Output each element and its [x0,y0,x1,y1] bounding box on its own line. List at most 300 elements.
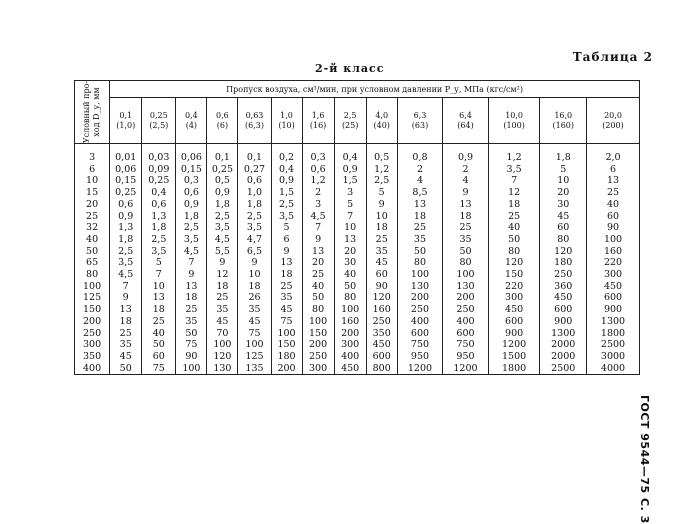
leakage-value-cell: 80 [488,246,540,258]
leakage-value-cell: 3,5 [238,222,271,234]
pressure-mpa-label: 16,0 [554,110,573,120]
leakage-value-cell: 13 [443,199,489,211]
leakage-value-cell: 0,15 [110,175,142,187]
leakage-value-cell: 25 [176,304,207,316]
leakage-value-cell: 13 [142,292,176,304]
leakage-value-cell: 75 [238,328,271,340]
leakage-value-cell: 3000 [587,351,640,363]
pressure-kgf-label: (1,0) [116,120,136,130]
leakage-value-cell: 9 [207,257,238,269]
leakage-value-cell: 120 [540,246,587,258]
leakage-value-cell: 35 [176,316,207,328]
leakage-value-cell: 35 [110,339,142,351]
leakage-value-cell: 10 [366,211,397,223]
leakage-value-cell: 50 [302,292,334,304]
leakage-value-cell: 2500 [587,339,640,351]
leakage-value-cell: 4,5 [207,234,238,246]
pressure-mpa-label: 20,0 [604,110,622,120]
pressure-kgf-label: (40) [373,120,390,130]
leakage-value-cell: 60 [540,222,587,234]
table-row [75,234,640,246]
leakage-value-cell: 0,1 [207,144,238,164]
leakage-value-cell: 900 [540,316,587,328]
pressure-column-header [302,98,334,144]
leakage-value-cell: 1,8 [176,211,207,223]
leakage-value-cell: 7 [110,281,142,293]
leakage-value-cell: 9 [238,257,271,269]
leakage-value-cell: 450 [540,292,587,304]
table-row [75,363,640,375]
nominal-bore-cell: 3 [75,144,110,164]
pressure-mpa-label: 1,0 [280,110,293,120]
leakage-value-cell: 100 [587,234,640,246]
leakage-value-cell: 4,7 [238,234,271,246]
nominal-bore-cell: 300 [75,339,110,351]
leakage-value-cell: 220 [488,281,540,293]
pressure-mpa-label: 6,3 [413,110,427,120]
leakage-value-cell: 8,5 [397,187,443,199]
pressure-column-header [176,98,207,144]
leakage-value-cell: 100 [443,269,489,281]
pressure-kgf-label: (6,3) [245,120,264,130]
leakage-value-cell: 30 [334,257,366,269]
leakage-value-cell: 0,5 [207,175,238,187]
pressure-kgf-label: (6) [216,120,229,130]
leakage-value-cell: 35 [207,304,238,316]
leakage-value-cell: 100 [334,304,366,316]
leakage-value-cell: 25 [271,281,302,293]
table-row [75,222,640,234]
leakage-value-cell: 900 [587,304,640,316]
leakage-value-cell: 12 [488,187,540,199]
leakage-value-cell: 0,09 [142,164,176,176]
pressure-column-header [540,98,587,144]
leakage-value-cell: 0,4 [142,187,176,199]
leakage-value-cell: 150 [271,339,302,351]
leakage-value-cell: 1,8 [207,199,238,211]
leakage-value-cell: 25 [366,234,397,246]
leakage-value-cell: 10 [238,269,271,281]
leakage-value-cell: 90 [176,351,207,363]
leakage-value-cell: 250 [366,316,397,328]
leakage-value-cell: 50 [176,328,207,340]
nominal-bore-cell: 350 [75,351,110,363]
leakage-value-cell: 1,5 [334,175,366,187]
leakage-value-cell: 2,5 [207,211,238,223]
leakage-value-cell: 7 [488,175,540,187]
leakage-value-cell: 40 [488,222,540,234]
table-row [75,339,640,351]
leakage-value-cell: 135 [238,363,271,375]
leakage-value-cell: 600 [540,304,587,316]
leakage-value-cell: 7 [334,211,366,223]
leakage-value-cell: 18 [110,316,142,328]
nominal-bore-cell: 10 [75,175,110,187]
table-row [75,281,640,293]
leakage-value-cell: 45 [207,316,238,328]
leakage-value-cell: 400 [334,351,366,363]
leakage-value-cell: 1300 [587,316,640,328]
leakage-value-cell: 2 [443,164,489,176]
nominal-bore-cell: 15 [75,187,110,199]
leakage-value-cell: 450 [587,281,640,293]
table-row [75,292,640,304]
leakage-value-cell: 35 [238,304,271,316]
leakage-value-cell: 4,5 [110,269,142,281]
leakage-value-cell: 120 [366,292,397,304]
leakage-value-cell: 13 [334,234,366,246]
leakage-value-cell: 2000 [540,339,587,351]
leakage-value-cell: 130 [207,363,238,375]
leakage-value-cell: 45 [271,304,302,316]
leakage-value-cell: 2 [397,164,443,176]
leakage-value-cell: 50 [397,246,443,258]
leakage-value-cell: 45 [110,351,142,363]
leakage-value-cell: 25 [207,292,238,304]
leakage-value-cell: 0,01 [110,144,142,164]
leakage-value-cell: 950 [397,351,443,363]
leakage-value-cell: 18 [397,211,443,223]
leakage-value-cell: 25 [397,222,443,234]
leakage-value-cell: 0,1 [238,144,271,164]
leakage-value-cell: 9 [443,187,489,199]
pressure-mpa-label: 6,4 [459,110,472,120]
leakage-value-cell: 200 [302,339,334,351]
nominal-bore-cell: 20 [75,199,110,211]
leakage-value-cell: 18 [271,269,302,281]
leakage-value-cell: 1200 [443,363,489,375]
table-row [75,269,640,281]
pressure-column-header [397,98,443,144]
leakage-value-cell: 0,25 [110,187,142,199]
table-row [75,316,640,328]
leakage-value-cell: 0,9 [176,199,207,211]
leakage-value-cell: 5 [366,187,397,199]
leakage-value-cell: 180 [540,257,587,269]
leakage-value-cell: 0,25 [207,164,238,176]
leakage-value-cell: 7 [176,257,207,269]
pressure-mpa-label: 2,5 [343,110,357,120]
leakage-value-cell: 0,2 [271,144,302,164]
leakage-value-cell: 18 [238,281,271,293]
leakage-value-cell: 100 [397,269,443,281]
leakage-value-cell: 1,8 [540,144,587,164]
leakage-value-cell: 35 [443,234,489,246]
leakage-value-cell: 13 [587,175,640,187]
pressure-kgf-label: (100) [503,120,525,130]
leakage-value-cell: 600 [488,316,540,328]
pressure-mpa-label: 10,0 [505,110,524,120]
leakage-value-cell: 450 [366,339,397,351]
leakage-value-cell: 4,5 [302,211,334,223]
leakage-value-cell: 0,5 [366,144,397,164]
leakage-value-cell: 80 [397,257,443,269]
leakage-value-cell: 3,5 [271,211,302,223]
table-row [75,211,640,223]
leakage-value-cell: 120 [207,351,238,363]
class-label: 2-й класс [315,62,385,75]
leakage-value-cell: 1,8 [142,222,176,234]
pressure-column-header [110,98,142,144]
table-row [75,164,640,176]
leakage-value-cell: 13 [397,199,443,211]
leakage-value-cell: 300 [488,292,540,304]
leakage-value-cell: 150 [488,269,540,281]
leakage-value-cell: 125 [238,351,271,363]
leakage-value-cell: 50 [142,339,176,351]
leakage-value-cell: 80 [334,292,366,304]
leakage-value-cell: 4000 [587,363,640,375]
pressure-kgf-label: (64) [457,120,474,130]
table-row [75,351,640,363]
leakage-value-cell: 1,2 [488,144,540,164]
leakage-value-cell: 2,0 [587,144,640,164]
leakage-value-cell: 180 [271,351,302,363]
leakage-value-cell: 100 [238,339,271,351]
pressure-column-header [587,98,640,144]
leakage-value-cell: 1800 [587,328,640,340]
leakage-value-cell: 40 [302,281,334,293]
table-row [75,187,640,199]
leakage-value-cell: 1,0 [238,187,271,199]
leakage-value-cell: 100 [302,316,334,328]
leakage-value-cell: 40 [587,199,640,211]
leakage-value-cell: 10 [334,222,366,234]
leakage-value-cell: 0,6 [302,164,334,176]
nominal-bore-cell: 150 [75,304,110,316]
nominal-bore-cell: 6 [75,164,110,176]
leakage-value-cell: 45 [366,257,397,269]
leakage-value-cell: 18 [176,292,207,304]
leakage-value-cell: 120 [488,257,540,269]
leakage-value-cell: 160 [334,316,366,328]
leakage-value-cell: 25 [587,187,640,199]
pressure-kgf-label: (10) [278,120,295,130]
pressure-kgf-label: (200) [602,120,624,130]
leakage-value-cell: 80 [540,234,587,246]
leakage-value-cell: 4,5 [176,246,207,258]
leakage-value-cell: 0,06 [176,144,207,164]
leakage-value-cell: 1200 [488,339,540,351]
nominal-bore-cell: 25 [75,211,110,223]
table-row [75,304,640,316]
leakage-value-cell: 1,2 [366,164,397,176]
leakage-value-cell: 1200 [397,363,443,375]
leakage-value-cell: 300 [302,363,334,375]
pressure-column-header [142,98,176,144]
leakage-value-cell: 200 [397,292,443,304]
pressure-mpa-label: 0,4 [185,110,198,120]
leakage-value-cell: 600 [587,292,640,304]
leakage-value-cell: 9 [110,292,142,304]
pressure-column-header [366,98,397,144]
pressure-mpa-label: 0,63 [245,110,264,120]
leakage-value-cell: 0,15 [176,164,207,176]
table-body [75,144,640,375]
leakage-value-cell: 100 [271,328,302,340]
pressure-kgf-label: (160) [552,120,574,130]
leakage-value-cell: 800 [366,363,397,375]
leakage-value-cell: 13 [271,257,302,269]
leakage-value-cell: 100 [176,363,207,375]
leakage-value-cell: 1300 [540,328,587,340]
pressure-mpa-label: 0,6 [216,110,229,120]
leakage-value-cell: 80 [443,257,489,269]
leakage-value-cell: 3,5 [207,222,238,234]
leakage-value-cell: 75 [271,316,302,328]
leakage-value-cell: 5 [271,222,302,234]
leakage-value-cell: 13 [110,304,142,316]
leakage-value-cell: 6 [587,164,640,176]
nominal-bore-cell: 400 [75,363,110,375]
leakage-value-cell: 12 [207,269,238,281]
leakage-value-cell: 10 [540,175,587,187]
leakage-value-cell: 18 [207,281,238,293]
table-row [75,328,640,340]
leakage-value-cell: 100 [207,339,238,351]
pressure-kgf-label: (16) [309,120,327,130]
leakage-value-cell: 50 [488,234,540,246]
leakage-value-cell: 2000 [540,351,587,363]
nominal-bore-cell: 250 [75,328,110,340]
leakage-value-cell: 950 [443,351,489,363]
leakage-value-cell: 5 [540,164,587,176]
leakage-value-cell: 3 [334,187,366,199]
leakage-value-cell: 360 [540,281,587,293]
leakage-value-cell: 50 [334,281,366,293]
nominal-bore-header-text: Условный про- ход D_у, мм [82,80,102,144]
leakage-value-cell: 75 [176,339,207,351]
leakage-value-cell: 200 [443,292,489,304]
leakage-value-cell: 4 [397,175,443,187]
leakage-value-cell: 70 [207,328,238,340]
leakage-value-cell: 13 [176,281,207,293]
leakage-value-cell: 18 [366,222,397,234]
pressure-kgf-label: (25) [341,120,359,130]
leakage-value-cell: 2,5 [142,234,176,246]
leakage-value-cell: 2,5 [238,211,271,223]
table-row [75,175,640,187]
leakage-value-cell: 2500 [540,363,587,375]
leakage-value-cell: 0,8 [397,144,443,164]
leakage-value-cell: 20 [302,257,334,269]
leakage-value-cell: 0,9 [110,211,142,223]
leakage-value-cell: 1,3 [110,222,142,234]
leakage-value-cell: 50 [443,246,489,258]
leakage-value-cell: 130 [443,281,489,293]
leakage-value-cell: 150 [302,328,334,340]
air-leakage-table [74,80,640,375]
leakage-value-cell: 18 [443,211,489,223]
leakage-value-cell: 1,8 [238,199,271,211]
leakage-value-cell: 1500 [488,351,540,363]
leakage-value-cell: 0,03 [142,144,176,164]
leakage-value-cell: 9 [366,199,397,211]
leakage-value-cell: 6,5 [238,246,271,258]
leakage-value-cell: 35 [397,234,443,246]
pressure-mpa-label: 0,1 [119,110,133,120]
leakage-value-cell: 90 [366,281,397,293]
leakage-value-cell: 0,4 [334,144,366,164]
leakage-value-cell: 0,6 [176,187,207,199]
nominal-bore-cell: 200 [75,316,110,328]
pressure-kgf-label: (2,5) [149,120,169,130]
leakage-value-cell: 40 [142,328,176,340]
leakage-value-cell: 0,6 [142,199,176,211]
leakage-value-cell: 1,2 [302,175,334,187]
nominal-bore-header [75,81,110,144]
leakage-value-cell: 1800 [488,363,540,375]
leakage-value-cell: 0,9 [443,144,489,164]
leakage-value-cell: 9 [271,246,302,258]
pressure-column-header [334,98,366,144]
leakage-value-cell: 750 [443,339,489,351]
leakage-value-cell: 25 [110,328,142,340]
leakage-value-cell: 9 [302,234,334,246]
leakage-value-cell: 200 [271,363,302,375]
pressure-column-header [238,98,271,144]
pressure-mpa-label: 4,0 [375,110,389,120]
leakage-value-cell: 80 [302,304,334,316]
leakage-value-cell: 600 [366,351,397,363]
leakage-value-cell: 90 [587,222,640,234]
nominal-bore-cell: 125 [75,292,110,304]
leakage-value-cell: 600 [443,328,489,340]
pressure-column-header [207,98,238,144]
leakage-value-cell: 5 [142,257,176,269]
leakage-value-cell: 45 [238,316,271,328]
leakage-value-cell: 4 [443,175,489,187]
leakage-value-cell: 130 [397,281,443,293]
leakage-value-cell: 1,8 [110,234,142,246]
pressure-kgf-label: (63) [411,120,429,130]
leakage-value-cell: 6 [271,234,302,246]
leakage-value-cell: 60 [366,269,397,281]
leakage-value-cell: 250 [397,304,443,316]
leakage-value-cell: 18 [488,199,540,211]
table-row [75,144,640,164]
leakage-value-cell: 0,25 [142,175,176,187]
pressure-column-header [443,98,489,144]
leakage-value-cell: 400 [443,316,489,328]
leakage-value-cell: 600 [397,328,443,340]
leakage-value-cell: 60 [142,351,176,363]
leakage-value-cell: 0,27 [238,164,271,176]
leakage-value-cell: 750 [397,339,443,351]
leakage-value-cell: 60 [587,211,640,223]
nominal-bore-cell: 40 [75,234,110,246]
leakage-value-cell: 3 [302,199,334,211]
leakage-value-cell: 200 [334,328,366,340]
table-row [75,257,640,269]
pressure-column-header [488,98,540,144]
leakage-value-cell: 0,06 [110,164,142,176]
leakage-value-cell: 250 [540,269,587,281]
leakage-value-cell: 2 [302,187,334,199]
leakage-value-cell: 160 [587,246,640,258]
leakage-value-cell: 400 [397,316,443,328]
pressure-mpa-label: 1,6 [311,110,325,120]
leakage-value-cell: 0,9 [207,187,238,199]
leakage-value-cell: 50 [110,363,142,375]
leakage-value-cell: 2,5 [176,222,207,234]
leakage-value-cell: 1,5 [271,187,302,199]
leakage-value-cell: 1,3 [142,211,176,223]
leakage-value-cell: 10 [142,281,176,293]
leakage-value-cell: 250 [302,351,334,363]
nominal-bore-cell: 80 [75,269,110,281]
leakage-value-cell: 20 [540,187,587,199]
